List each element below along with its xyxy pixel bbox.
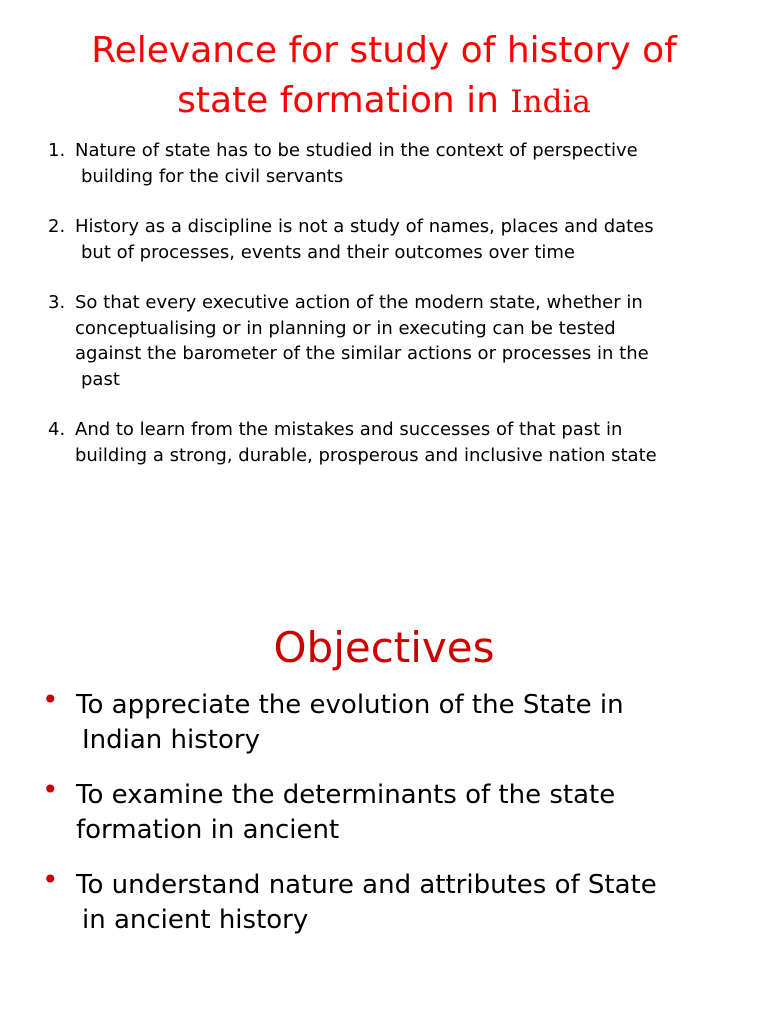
- item-line: but of processes, events and their outcomes over time: [81, 241, 575, 263]
- list-item: [48, 290, 738, 392]
- item-line: formation in ancient: [76, 815, 340, 845]
- item-line: against the barometer of the similar actions or processes in the: [75, 343, 649, 364]
- item-line: To examine the determinants of the state: [76, 780, 616, 810]
- list-item: [42, 773, 742, 848]
- item-line: building for the civil servants: [81, 165, 344, 187]
- objectives-title: Objectives: [273, 623, 495, 672]
- item-line: past: [81, 368, 120, 390]
- item-number: 2.: [48, 216, 66, 237]
- item-number: 1.: [48, 140, 66, 161]
- bullet-icon: •: [42, 683, 59, 716]
- item-line: To appreciate the evolution of the State in: [76, 690, 624, 720]
- objectives-list: [42, 683, 742, 958]
- slide-objectives: [0, 512, 768, 1024]
- item-line: And to learn from the mistakes and successes of that past in: [75, 419, 623, 440]
- title-line-2-text: state formation in: [177, 80, 499, 121]
- title-line-2: [20, 76, 748, 127]
- item-line: Nature of state has to be studied in the context of perspective: [75, 140, 638, 161]
- relevance-list: [48, 138, 738, 493]
- item-line: Indian history: [82, 725, 260, 755]
- title-word-india: India: [510, 84, 591, 120]
- list-item: [48, 214, 738, 265]
- title-line-1: Relevance for study of history of: [91, 30, 677, 71]
- item-line: To understand nature and attributes of State: [76, 870, 657, 900]
- slide-title: [20, 26, 748, 127]
- item-line: building a strong, durable, prosperous and inclusive nation state: [75, 444, 657, 466]
- bullet-icon: •: [42, 773, 59, 806]
- item-line: So that every executive action of the modern state, whether in: [75, 292, 643, 313]
- list-item: [48, 417, 738, 468]
- item-number: 4.: [48, 419, 66, 440]
- list-item: [42, 863, 742, 938]
- item-line: conceptualising or in planning or in executing can be tested: [75, 317, 616, 339]
- bullet-icon: •: [42, 863, 59, 896]
- list-item: [42, 683, 742, 758]
- list-item: [48, 138, 738, 189]
- item-line: History as a discipline is not a study of names, places and dates: [75, 216, 654, 237]
- item-number: 3.: [48, 292, 66, 313]
- item-line: in ancient history: [82, 905, 309, 935]
